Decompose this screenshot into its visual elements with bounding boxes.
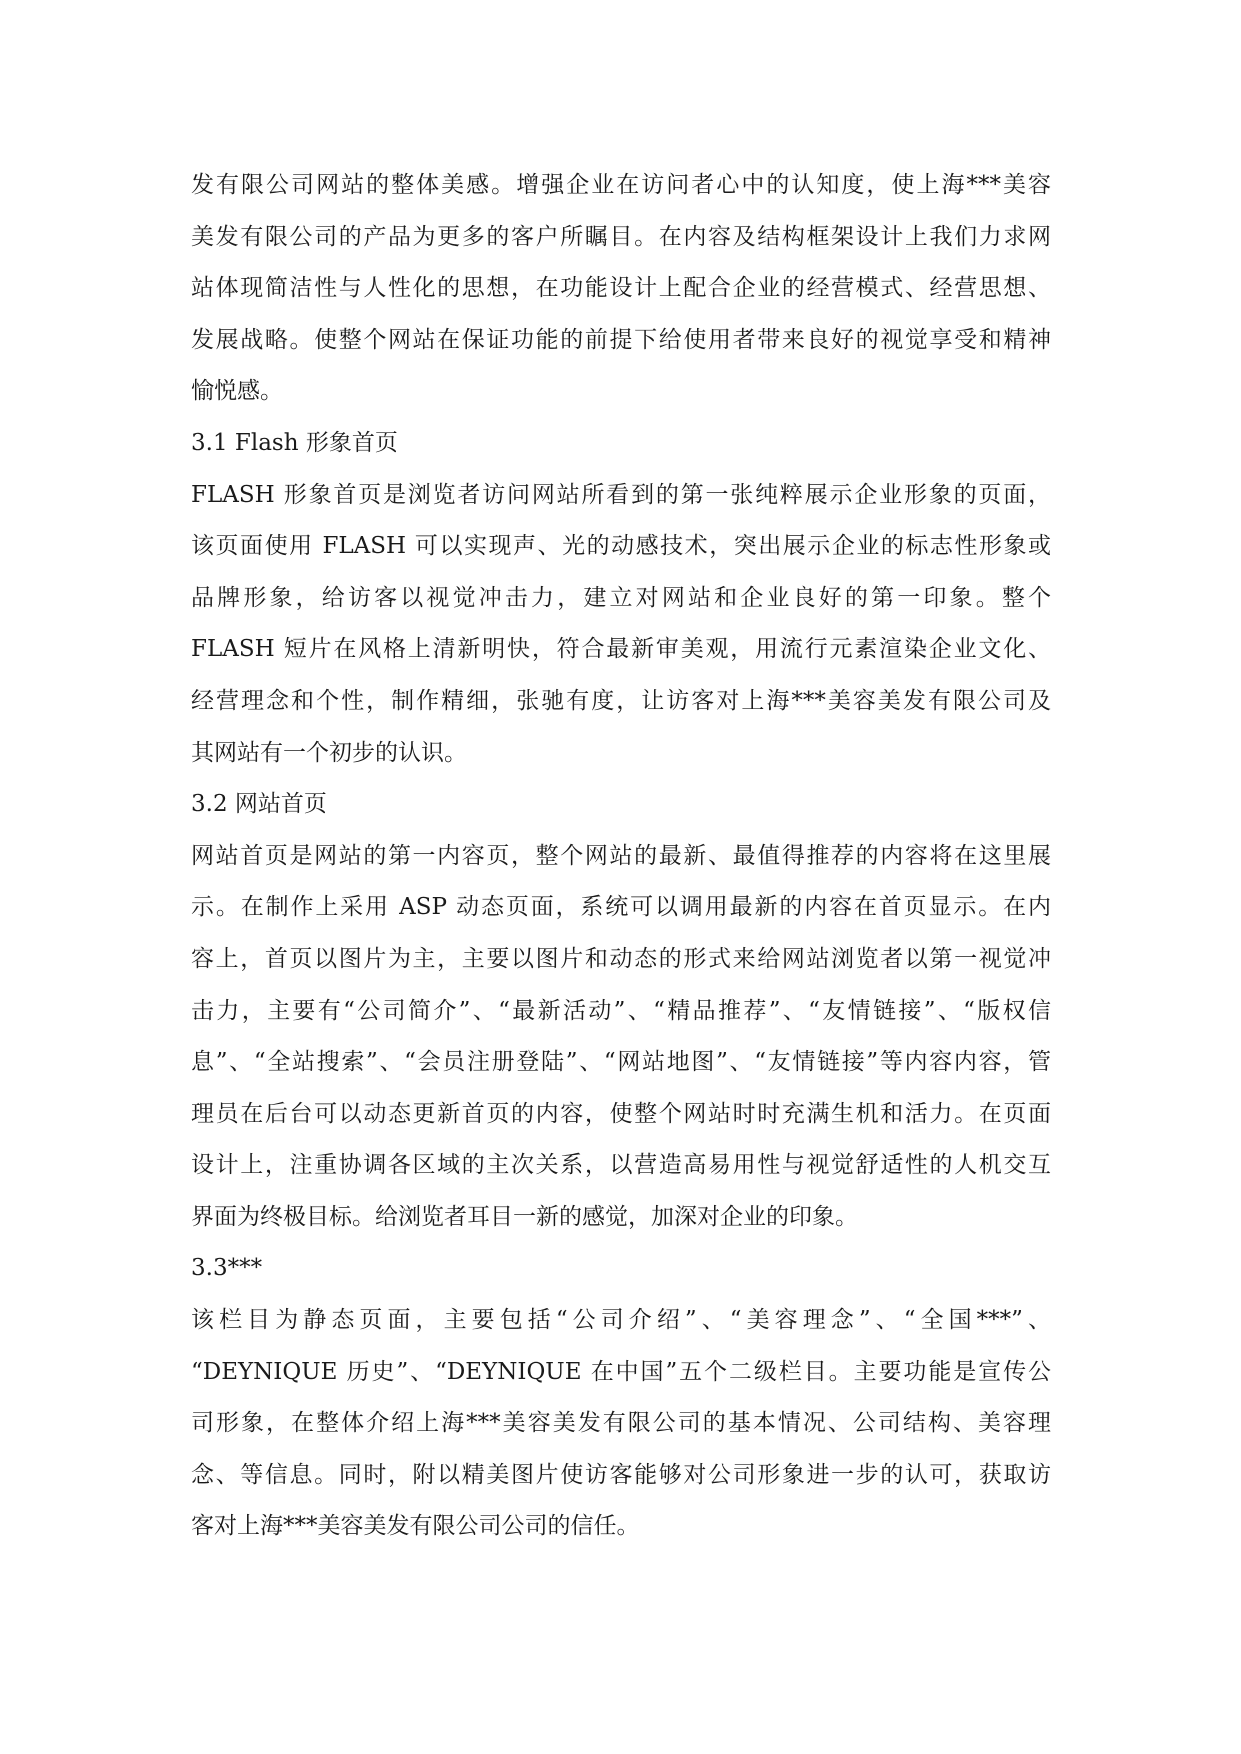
paragraph-line: 理员在后台可以动态更新首页的内容，使整个网站时时充满生机和活力。在页面 [191, 1100, 1051, 1127]
paragraph-line: 品牌形象，给访客以视觉冲击力，建立对网站和企业良好的第一印象。整个 [191, 584, 1051, 611]
document-body [191, 160, 1051, 1553]
paragraph-line: 发展战略。使整个网站在保证功能的前提下给使用者带来良好的视觉享受和精神 [191, 326, 1051, 353]
paragraph-line: 念、等信息。同时，附以精美图片使访客能够对公司形象进一步的认可，获取访 [191, 1461, 1051, 1488]
paragraph-line: 息”、“全站搜索”、“会员注册登陆”、“网站地图”、“友情链接”等内容内容，管 [191, 1049, 1051, 1076]
paragraph-line: 经营理念和个性，制作精细，张驰有度，让访客对上海***美容美发有限公司及 [191, 687, 1051, 714]
paragraph-line: 容上，首页以图片为主，主要以图片和动态的形式来给网站浏览者以第一视觉冲 [191, 945, 1051, 972]
paragraph-line: 设计上，注重协调各区域的主次关系，以营造高易用性与视觉舒适性的人机交互 [191, 1152, 1051, 1179]
paragraph-line: 网站首页是网站的第一内容页，整个网站的最新、最值得推荐的内容将在这里展 [191, 842, 1051, 869]
paragraph-line: 该栏目为静态页面，主要包括“公司介绍”、“美容理念”、“全国***”、 [191, 1307, 1051, 1334]
paragraph-line: 其网站有一个初步的认识。 [191, 739, 467, 766]
paragraph-line: 示。在制作上采用 ASP 动态页面，系统可以调用最新的内容在首页显示。在内 [191, 894, 1051, 921]
paragraph-line: 客对上海***美容美发有限公司公司的信任。 [191, 1513, 640, 1540]
paragraph-line: 发有限公司网站的整体美感。增强企业在访问者心中的认知度，使上海***美容 [191, 172, 1051, 198]
paragraph-line: 站体现简洁性与人性化的思想，在功能设计上配合企业的经营模式、经营思想、 [191, 275, 1051, 302]
section-heading: 3.2 网站首页 [191, 791, 327, 818]
section-heading: 3.1 Flash 形象首页 [191, 429, 398, 456]
paragraph-line: 美发有限公司的产品为更多的客户所瞩目。在内容及结构框架设计上我们力求网 [191, 223, 1051, 250]
paragraph-line: FLASH 短片在风格上清新明快，符合最新审美观，用流行元素渲染企业文化、 [191, 636, 1051, 663]
paragraph-line: 愉悦感。 [191, 378, 283, 405]
paragraph-line: “DEYNIQUE 历史”、“DEYNIQUE 在中国”五个二级栏目。主要功能是宣传公 [191, 1358, 1051, 1385]
paragraph-line: 击力，主要有“公司简介”、“最新活动”、“精品推荐”、“友情链接”、“版权信 [191, 997, 1051, 1024]
paragraph-line: 司形象，在整体介绍上海***美容美发有限公司的基本情况、公司结构、美容理 [191, 1410, 1051, 1437]
paragraph-line: 该页面使用 FLASH 可以实现声、光的动感技术，突出展示企业的标志性形象或 [191, 533, 1051, 560]
paragraph-line: FLASH 形象首页是浏览者访问网站所看到的第一张纯粹展示企业形象的页面， [191, 481, 1051, 508]
paragraph-line: 界面为终极目标。给浏览者耳目一新的感觉，加深对企业的印象。 [191, 1203, 858, 1230]
section-heading: 3.3*** [191, 1255, 263, 1282]
